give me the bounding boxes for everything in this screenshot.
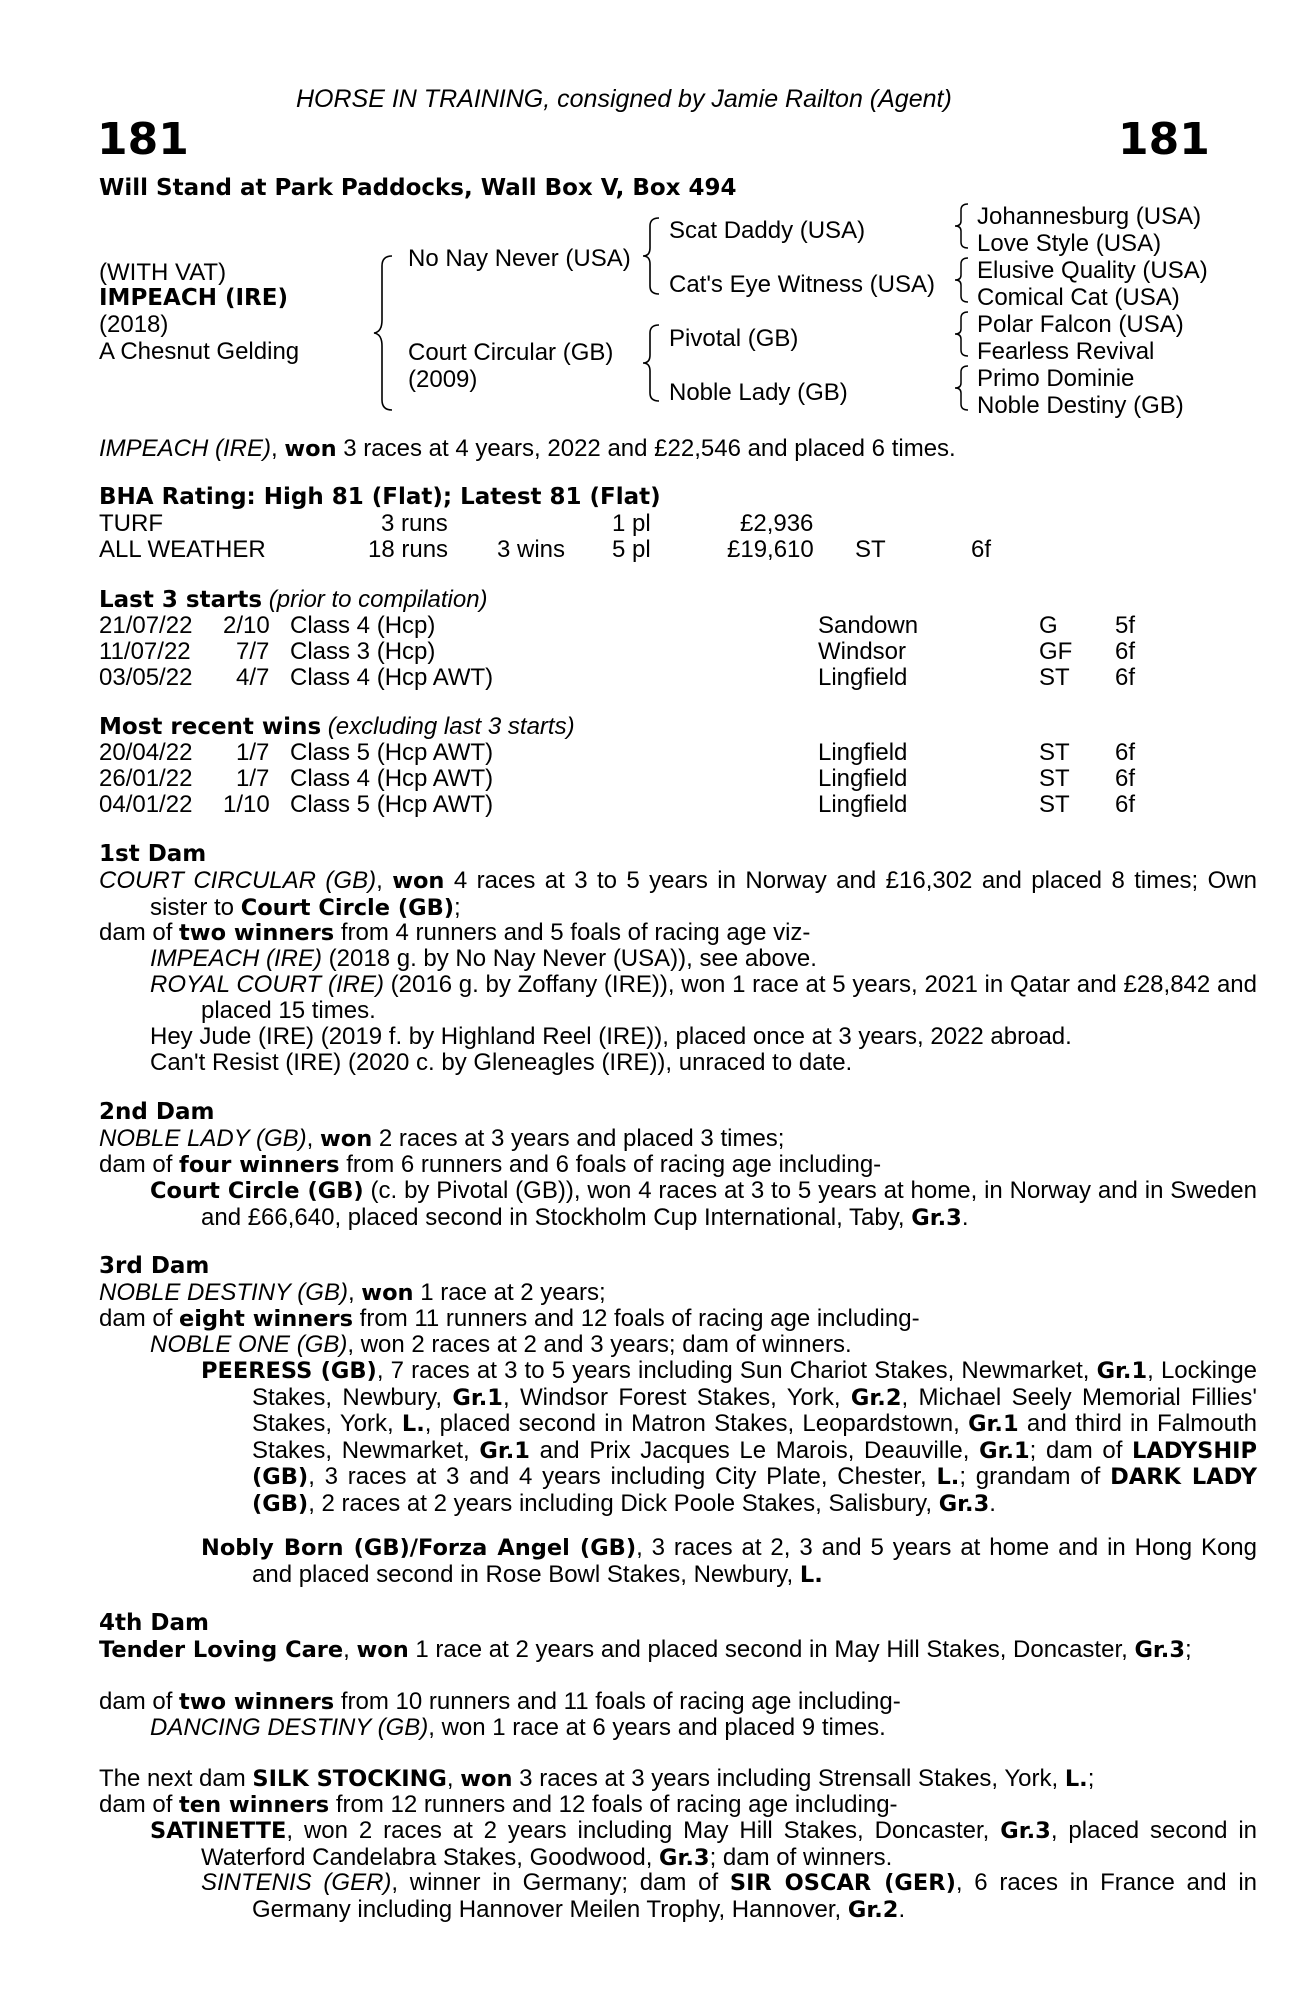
rating-surface: TURF [99,510,163,537]
pedigree-sire-sire: Scat Daddy (USA) [669,217,866,244]
pedigree-ggp-4: Comical Cat (USA) [977,284,1180,311]
pedigree-ggp-1: Johannesburg (USA) [977,203,1202,230]
rating-going: ST [855,536,886,563]
pedigree-sire: No Nay Never (USA) [408,245,631,272]
last3-title: Last 3 starts [99,587,263,613]
pedigree-dam-year: (2009) [408,366,478,393]
summary-won: won [284,436,337,462]
race-class: Class 4 (Hcp) [290,612,436,639]
dam3-grandoffspring-nobly-born: Nobly Born (GB)/Forza Angel (GB), 3 races at 2, 3 and 5 years at home and in Hong Kong and placed second in Rose Bowl Stakes, Newbury, L. [201,1534,1257,1588]
race-position: 1/10 [223,791,270,818]
race-class: Class 5 (Hcp AWT) [290,739,494,766]
nextdam-produce-summary: dam of ten winners from 12 runners and 12 foals of racing age including- [99,1791,898,1818]
rating-surface: ALL WEATHER [99,536,266,563]
rating-heading: BHA Rating: High 81 (Flat); Latest 81 (Flat) [99,484,661,510]
pedigree-brace-dam [641,323,663,403]
summary-name: IMPEACH (IRE) [99,435,272,462]
nextdam-offspring-satinette: SATINETTE, won 2 races at 2 years including May Hill Stakes, Doncaster, Gr.3, placed second in Waterford Candelabra Stakes, Goodwood, Gr.3; dam of winners. [150,1817,1258,1871]
pedigree-ggp-8: Noble Destiny (GB) [977,392,1184,419]
rating-prize: £2,936 [740,510,814,537]
recent-heading [99,714,575,741]
race-distance: 5f [1115,612,1136,639]
lot-number-left: 181 [97,114,189,165]
race-going: ST [1039,791,1070,818]
pedigree-brace-sire [641,216,663,296]
race-going: ST [1039,765,1070,792]
dam1-winners: two winners [179,920,335,946]
horse-year: (2018) [99,311,169,338]
pedigree-ggp-5: Polar Falcon (USA) [977,311,1184,338]
dam4-offspring-1: DANCING DESTINY (GB), won 1 race at 6 years and placed 9 times. [150,1714,886,1741]
dam4-heading: 4th Dam [99,1610,209,1636]
race-distance: 6f [1115,638,1136,665]
dam1-offspring-3: Hey Jude (IRE) (2019 f. by Highland Reel (IRE)), placed once at 3 years, 2022 abroad. [150,1023,1072,1050]
pedigree-ggp-6: Fearless Revival [977,338,1155,365]
rating-distance: 6f [971,536,992,563]
race-date: 26/01/22 [99,765,193,792]
dam3-grandoffspring-peeress: PEERESS (GB), 7 races at 3 to 5 years including Sun Chariot Stakes, Newmarket, Gr.1, Lockinge Stakes, Newbury, Gr.1, Windsor Forest Stakes, York, Gr.2, Michael Seely Memorial Fillies' Stakes, York, L., placed second in Matron Stakes, Leopardstown, Gr.1 and third in Falmouth Stakes, Newmarket, Gr.1 and Prix Jacques Le Marois, Deauville, Gr.1; dam of LADYSHIP (GB), 3 races at 3 and 4 years including City Plate, Chester, L.; grandam of DARK LADY (GB), 2 races at 2 years including Dick Poole Stakes, Salisbury, Gr.3. [201,1357,1258,1517]
pedigree-sire-dam: Cat's Eye Witness (USA) [669,271,935,298]
race-distance: 6f [1115,739,1136,766]
horse-summary: IMPEACH (IRE), won 3 races at 4 years, 2022 and £22,546 and placed 6 times. [99,435,956,462]
lot-number-right: 181 [1118,114,1210,165]
race-distance: 6f [1115,791,1136,818]
race-class: Class 5 (Hcp AWT) [290,791,494,818]
race-course: Lingfield [818,765,908,792]
race-date: 04/01/22 [99,791,193,818]
race-date: 21/07/22 [99,612,193,639]
pedigree-ggp-7: Primo Dominie [977,365,1135,392]
pedigree-brace-ggp-2 [953,256,971,304]
race-course: Lingfield [818,791,908,818]
dam1-offspring-2: ROYAL COURT (IRE) (2016 g. by Zoffany (IRE)), won 1 race at 5 years, 2021 in Qatar and £28,842 and placed 15 times. [150,971,1258,1024]
dam2-heading: 2nd Dam [99,1099,215,1125]
dam1-name: COURT CIRCULAR (GB) [99,867,377,894]
dam3-produce-summary: dam of eight winners from 11 runners and 12 foals of racing age including- [99,1305,920,1332]
pedigree-dam: Court Circular (GB) [408,339,614,366]
stand-location: Will Stand at Park Paddocks, Wall Box V, Box 494 [99,175,737,201]
dam2-offspring-1: Court Circle (GB) (c. by Pivotal (GB)), won 4 races at 3 to 5 years at home, in Norway and in Sweden and £66,640, placed second in Stockholm Cup International, Taby, Gr.3. [150,1177,1257,1231]
race-position: 1/7 [236,739,270,766]
dam2-record: NOBLE LADY (GB), won 2 races at 3 years and placed 3 times; [99,1125,785,1152]
dam4-record: Tender Loving Care, won 1 race at 2 years and placed second in May Hill Stakes, Doncaster, Gr.3; [99,1636,1192,1663]
pedigree-ggp-3: Elusive Quality (USA) [977,257,1208,284]
race-class: Class 4 (Hcp AWT) [290,664,494,691]
last3-heading [99,587,488,614]
rating-placed: 5 pl [612,536,651,563]
vat-note: (WITH VAT) [99,259,227,286]
dam1-offspring-4: Can't Resist (IRE) (2020 c. by Gleneagles (IRE)), unraced to date. [150,1049,853,1076]
pedigree-ggp-2: Love Style (USA) [977,230,1162,257]
race-position: 2/10 [223,612,270,639]
pedigree-brace-ggp-1 [953,202,971,250]
race-position: 4/7 [236,664,270,691]
race-date: 11/07/22 [99,638,191,665]
pedigree-brace-ggp-4 [953,364,971,412]
race-going: G [1039,612,1058,639]
rating-runs: 18 runs [368,536,449,563]
dam3-record: NOBLE DESTINY (GB), won 1 race at 2 years; [99,1279,606,1306]
race-date: 20/04/22 [99,739,193,766]
dam2-produce-summary: dam of four winners from 6 runners and 6 foals of racing age including- [99,1151,882,1178]
race-distance: 6f [1115,765,1136,792]
race-course: Lingfield [818,664,908,691]
dam1-record: COURT CIRCULAR (GB), won 4 races at 3 to 5 years in Norway and £16,302 and placed 8 times; Own sister to Court Circle (GB); [99,867,1257,921]
dam3-offspring-1: NOBLE ONE (GB), won 2 races at 2 and 3 years; dam of winners. [150,1331,852,1358]
recent-note: (excluding last 3 starts) [321,713,575,740]
dam1-won: won [392,868,445,894]
race-going: ST [1039,664,1070,691]
horse-name: IMPEACH (IRE) [99,285,288,311]
rating-placed: 1 pl [612,510,651,537]
dam4-produce-summary: dam of two winners from 10 runners and 11 foals of racing age including- [99,1688,901,1715]
race-date: 03/05/22 [99,664,193,691]
pedigree-brace-main [372,254,398,412]
race-position: 7/7 [236,638,270,665]
race-class: Class 4 (Hcp AWT) [290,765,494,792]
dam1-sister: Court Circle (GB) [240,894,455,921]
horse-description: A Chesnut Gelding [99,338,300,365]
recent-title: Most recent wins [99,714,322,740]
rating-prize: £19,610 [727,536,814,563]
pedigree-brace-ggp-3 [953,310,971,358]
race-position: 1/7 [236,765,270,792]
race-course: Windsor [818,638,907,665]
pedigree-dam-dam: Noble Lady (GB) [669,379,848,406]
rating-runs: 3 runs [381,510,448,537]
race-going: ST [1039,739,1070,766]
race-class: Class 3 (Hcp) [290,638,436,665]
pedigree-dam-sire: Pivotal (GB) [669,325,799,352]
summary-text: 3 races at 4 years, 2022 and £22,546 and placed 6 times. [336,435,956,462]
last3-note: (prior to compilation) [262,586,488,613]
dam1-offspring-1: IMPEACH (IRE) (2018 g. by No Nay Never (USA)), see above. [150,945,817,972]
rating-wins: 3 wins [497,536,566,563]
nextdam-record: The next dam SILK STOCKING, won 3 races at 3 years including Strensall Stakes, York, L.; [99,1765,1095,1792]
nextdam-grandoffspring-sintenis: SINTENIS (GER), winner in Germany; dam of SIR OSCAR (GER), 6 races in France and in Germany including Hannover Meilen Trophy, Hannover, Gr.2. [201,1869,1257,1923]
catalogue-header: HORSE IN TRAINING, consigned by Jamie Railton (Agent) [296,85,952,113]
dam1-heading: 1st Dam [99,841,207,867]
race-course: Lingfield [818,739,908,766]
dam3-heading: 3rd Dam [99,1253,210,1279]
dam1-produce-summary: dam of two winners from 4 runners and 5 foals of racing age viz- [99,919,811,946]
race-going: GF [1039,638,1073,665]
race-distance: 6f [1115,664,1136,691]
race-course: Sandown [818,612,919,639]
